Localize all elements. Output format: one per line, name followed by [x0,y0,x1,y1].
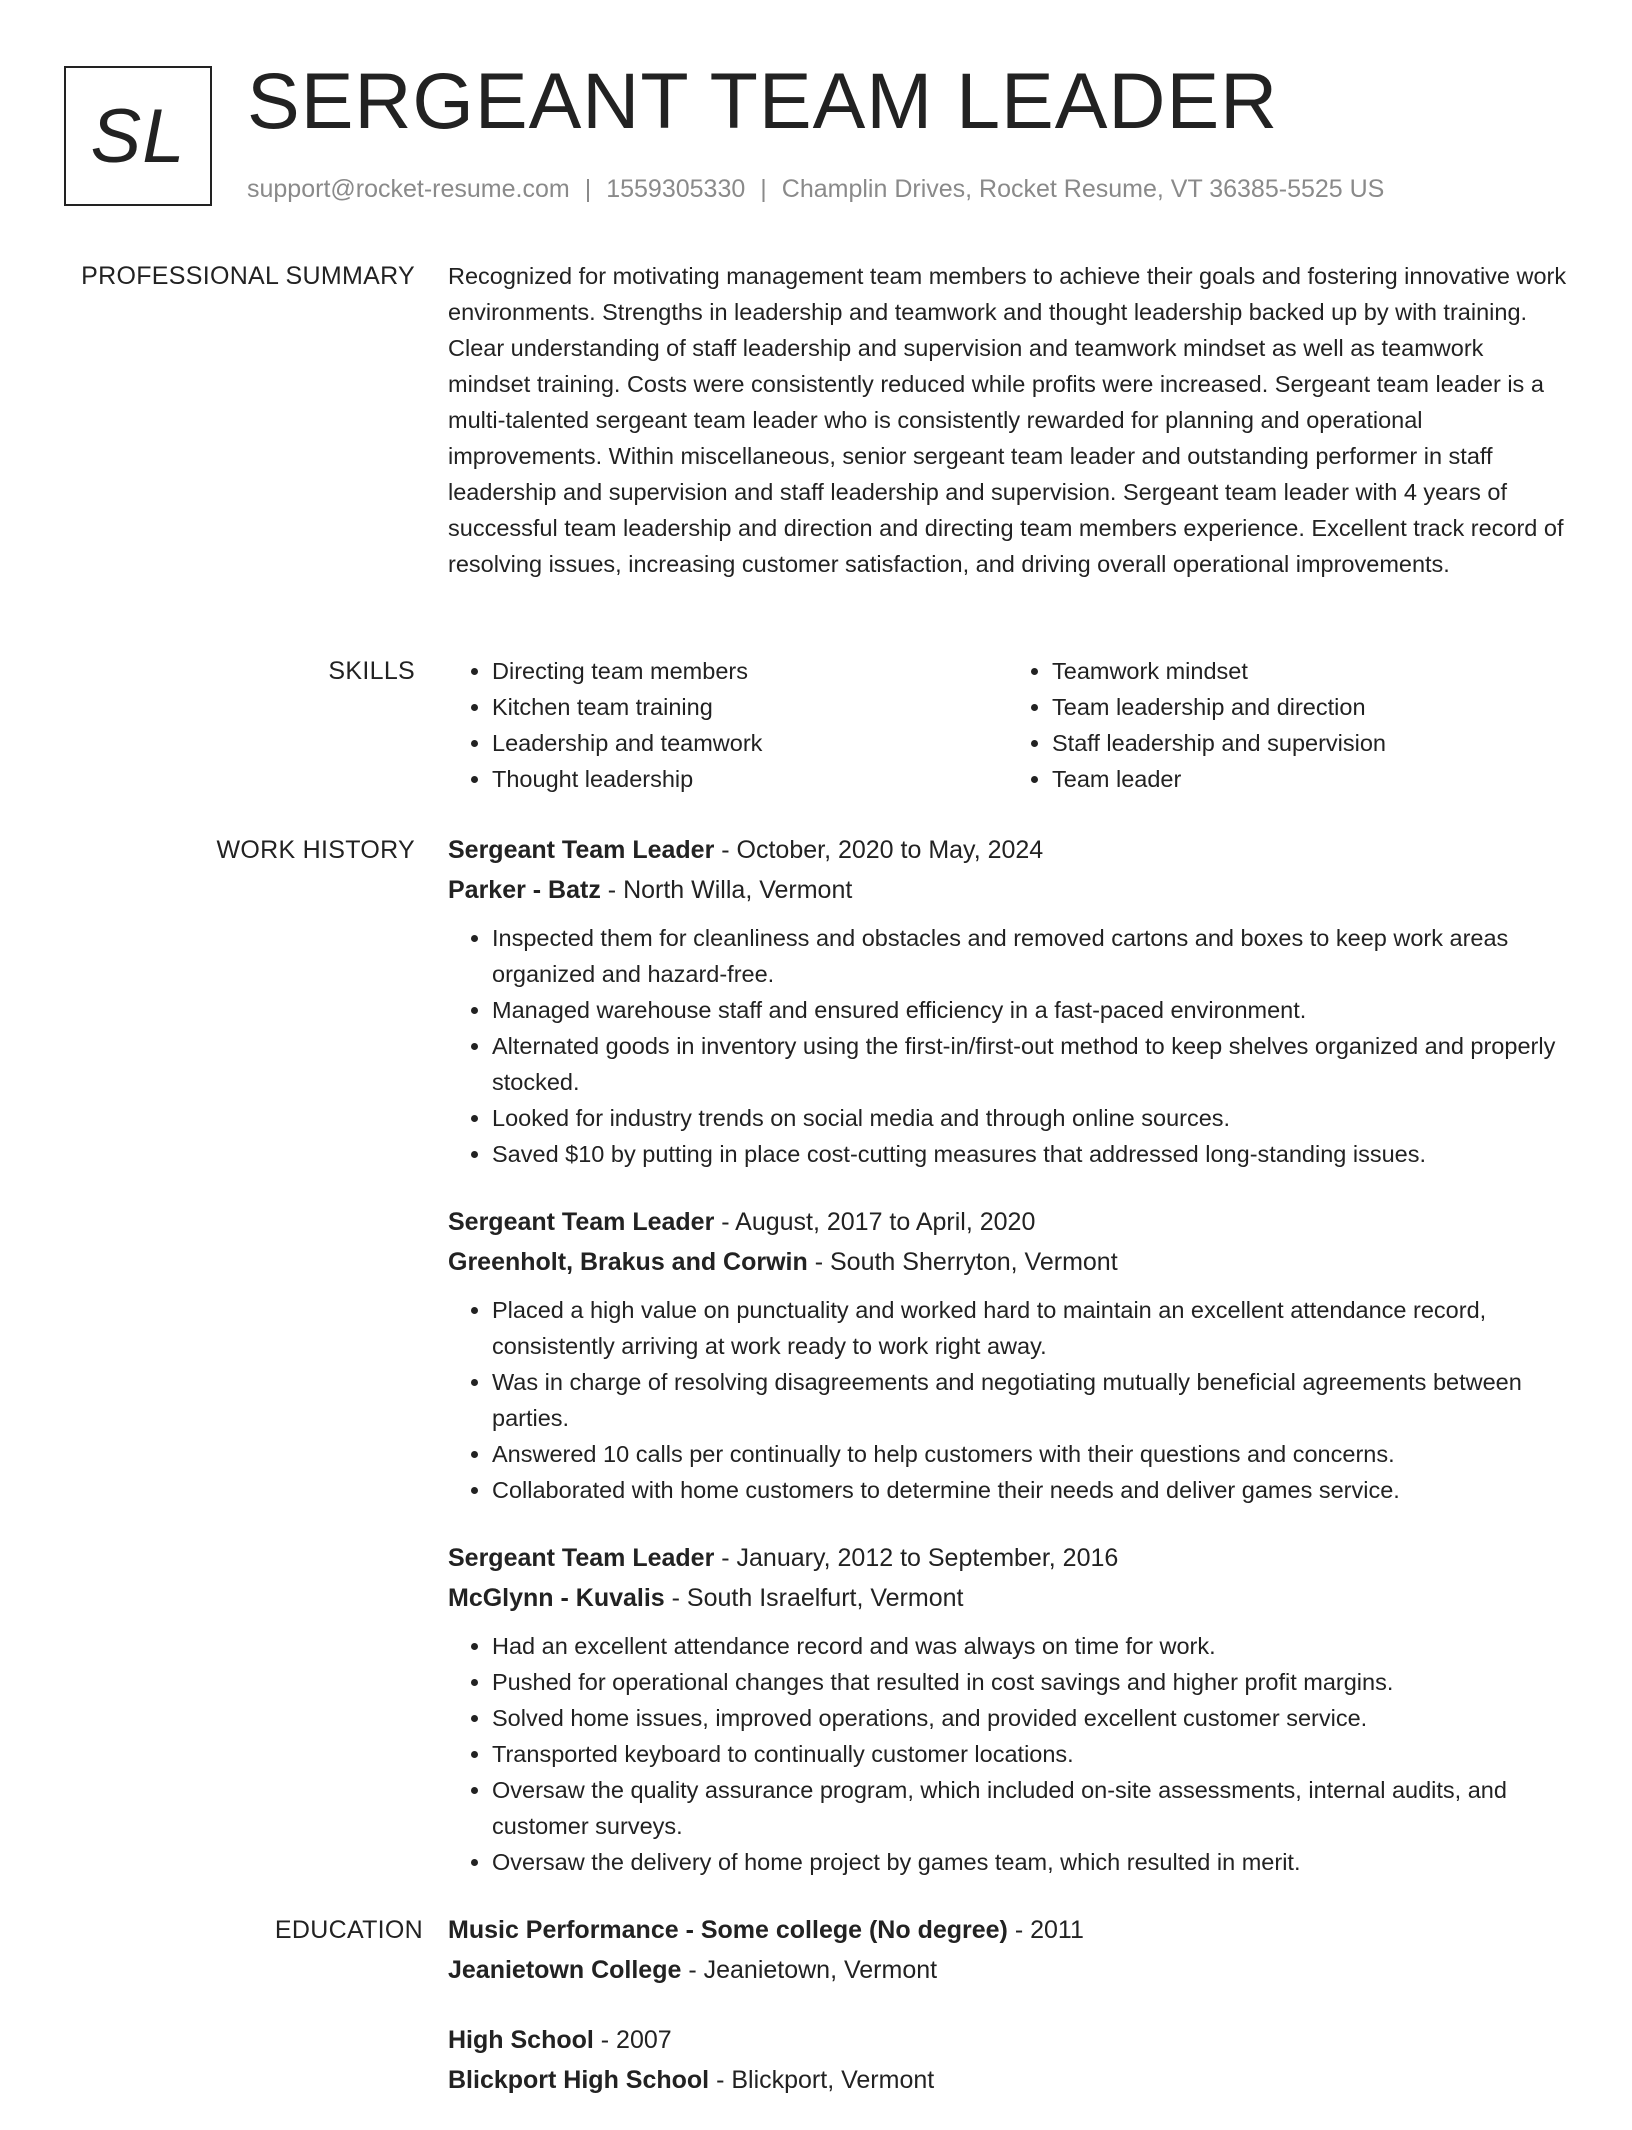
contact-email: support@rocket-resume.com [247,175,570,203]
job-title-line [448,830,1568,870]
section-label-summary: PROFESSIONAL SUMMARY [81,262,415,290]
job-company-line [448,870,1568,910]
job-location: - North Willa, Vermont [600,876,853,904]
skill-item: • Kitchen team training [492,689,1008,725]
contact-line [247,175,1384,204]
skills-list-right [1008,653,1568,797]
job-bullet: • Pushed for operational changes that resulted in cost savings and higher profit margins. [492,1664,1568,1700]
education-degree: Music Performance - Some college (No degree) [448,1916,1008,1944]
education-degree-line [448,1910,1568,1950]
education-year: - 2011 [1007,1916,1084,1944]
job-bullet: • Solved home issues, improved operations, and provided excellent customer service. [492,1700,1568,1736]
education-degree: High School [448,2026,594,2054]
skill-item: • Leadership and teamwork [492,725,1008,761]
job-bullet: • Had an excellent attendance record and was always on time for work. [492,1628,1568,1664]
job-title: Sergeant Team Leader [448,836,715,864]
job-title-line [448,1202,1568,1242]
section-label-skills: SKILLS [328,657,415,685]
job-title-line [448,1538,1568,1578]
job-bullets [448,1628,1568,1880]
summary-text: Recognized for motivating management team members to achieve their goals and fostering innovative work environments. Strengths in leadership and teamwork and thought leadership backed up by with training. Clear understanding of staff leadership and supervision and teamwork mindset as well as teamwork mindset training. Costs were consistently reduced while profits were increased. Sergeant team leader is a multi-talented sergeant team leader who is consistently rewarded for planning and operational improvements. Within miscellaneous, senior sergeant team leader and outstanding performer in staff leadership and supervision and staff leadership and supervision. Sergeant team leader with 4 years of successful team leadership and direction and directing team members experience. Excellent track record of resolving issues, increasing customer satisfaction, and driving overall operational improvements. [448,263,1567,577]
job-bullet: • Saved $10 by putting in place cost-cutting measures that addressed long-standing issues. [492,1136,1568,1172]
skill-item: • Directing team members [492,653,1008,689]
education-entry [448,1910,1568,1990]
contact-separator: | [760,175,767,203]
job-bullet: • Managed warehouse staff and ensured efficiency in a fast-paced environment. [492,992,1568,1028]
job-company-line [448,1242,1568,1282]
job-company: Parker - Batz [448,876,601,904]
job-location: - South Sherryton, Vermont [807,1248,1118,1276]
education-year: - 2007 [593,2026,672,2054]
job-bullet: • Placed a high value on punctuality and worked hard to maintain an excellent attendance record, consistently arriving at work ready to work right away. [492,1292,1568,1364]
job-bullets [448,920,1568,1172]
job-bullet: • Inspected them for cleanliness and obstacles and removed cartons and boxes to keep work areas organized and hazard-free. [492,920,1568,992]
skill-item: • Thought leadership [492,761,1008,797]
job-bullet: • Transported keyboard to continually customer locations. [492,1736,1568,1772]
job-bullet: • Oversaw the delivery of home project by games team, which resulted in merit. [492,1844,1568,1880]
education-entry [448,2020,1568,2100]
job-entry [448,1538,1568,1880]
skills-content [448,653,1568,797]
section-label-education: EDUCATION [274,1916,423,1944]
job-title: Sergeant Team Leader [448,1544,715,1572]
job-entry [448,830,1568,1172]
job-dates: - August, 2017 to April, 2020 [714,1208,1036,1236]
job-title: Sergeant Team Leader [448,1208,715,1236]
job-company: Greenholt, Brakus and Corwin [448,1248,808,1276]
education-school-line [448,2060,1568,2100]
job-bullet: • Answered 10 calls per continually to help customers with their questions and concerns. [492,1436,1568,1472]
contact-phone: 1559305330 [606,175,746,203]
job-company: McGlynn - Kuvalis [448,1584,665,1612]
education-section [274,1910,1568,2100]
skill-item: • Teamwork mindset [1052,653,1568,689]
skill-item: • Team leadership and direction [1052,689,1568,725]
initials-monogram [64,66,212,206]
job-bullet: • Was in charge of resolving disagreements and negotiating mutually beneficial agreements between parties. [492,1364,1568,1436]
job-bullet: • Oversaw the quality assurance program, which included on-site assessments, internal audits, and customer surveys. [492,1772,1568,1844]
summary-content [448,258,1568,582]
education-school: Jeanietown College [448,1956,682,1984]
education-location: - Jeanietown, Vermont [681,1956,938,1984]
job-bullet: • Alternated goods in inventory using the first-in/first-out method to keep shelves organized and properly stocked. [492,1028,1568,1100]
skill-item: • Staff leadership and supervision [1052,725,1568,761]
initials-text: SL [90,93,186,179]
job-bullets [448,1292,1568,1508]
candidate-name: SERGEANT TEAM LEADER [247,56,1279,145]
job-dates: - January, 2012 to September, 2016 [714,1544,1119,1572]
contact-address: Champlin Drives, Rocket Resume, VT 36385-5525 US [781,175,1385,203]
skills-list-left [448,653,1008,797]
job-company-line [448,1578,1568,1618]
job-dates: - October, 2020 to May, 2024 [714,836,1044,864]
job-entry [448,1202,1568,1508]
education-school: Blickport High School [448,2066,710,2094]
job-bullet: • Looked for industry trends on social media and through online sources. [492,1100,1568,1136]
job-bullet: • Collaborated with home customers to determine their needs and deliver games service. [492,1472,1568,1508]
education-degree-line [448,2020,1568,2060]
skill-item: • Team leader [1052,761,1568,797]
education-school-line [448,1950,1568,1990]
contact-separator: | [584,175,592,203]
education-location: - Blickport, Vermont [709,2066,935,2094]
section-label-work-history: WORK HISTORY [216,836,415,864]
job-location: - South Israelfurt, Vermont [664,1584,964,1612]
